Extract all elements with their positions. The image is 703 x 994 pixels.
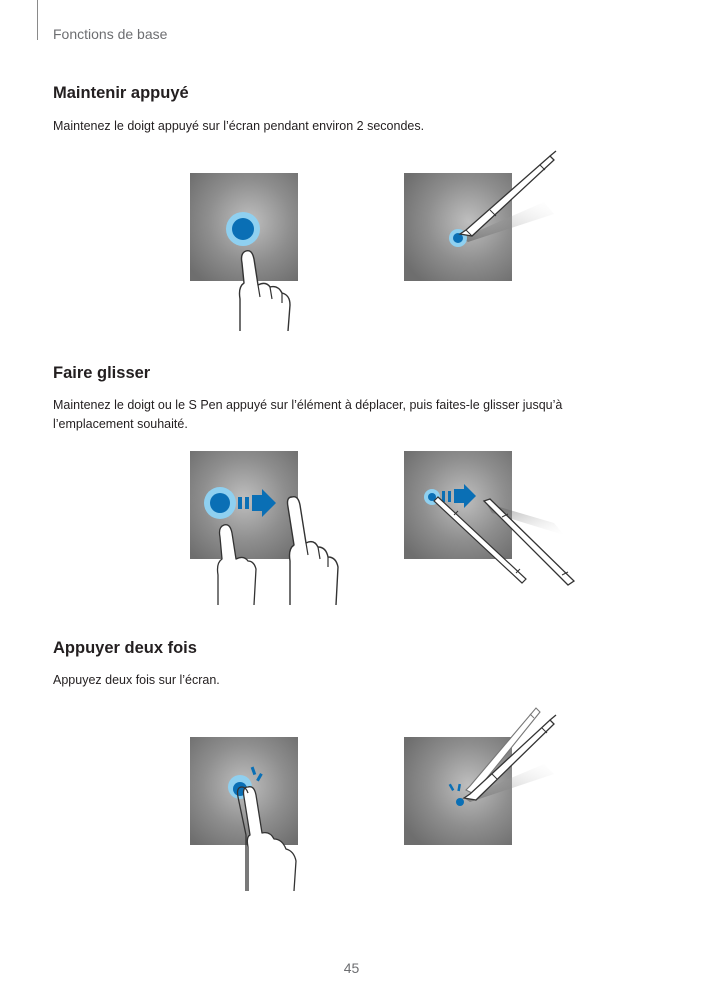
figure-drag-finger [190, 451, 350, 607]
hand-icon-end [288, 497, 339, 605]
touch-point [232, 218, 254, 240]
section-text-double-tap: Appuyez deux fois sur l’écran. [53, 673, 220, 687]
section-text-drag: Maintenez le doigt ou le S Pen appuyé sur l’élément à déplacer, puis faites-le glisser jusqu’à l’emplacement souhaité. [53, 398, 563, 431]
section-title-drag: Faire glisser [53, 364, 151, 382]
running-header: Fonctions de base [53, 26, 168, 42]
figure-hold-pen [404, 150, 564, 282]
page-number: 45 [343, 960, 360, 976]
figure-double-tap-finger [190, 737, 310, 893]
section-text-hold: Maintenez le doigt appuyé sur l’écran pendant environ 2 secondes. [53, 119, 425, 133]
touch-point [210, 493, 230, 513]
section-title-double-tap: Appuyer deux fois [53, 639, 197, 657]
section-title-hold: Maintenir appuyé [53, 84, 189, 102]
header-rule [37, 0, 38, 40]
figure-hold-finger [190, 173, 298, 333]
figure-double-tap-pen [404, 702, 564, 846]
figure-drag-pen [404, 451, 584, 591]
touch-point [456, 798, 464, 806]
